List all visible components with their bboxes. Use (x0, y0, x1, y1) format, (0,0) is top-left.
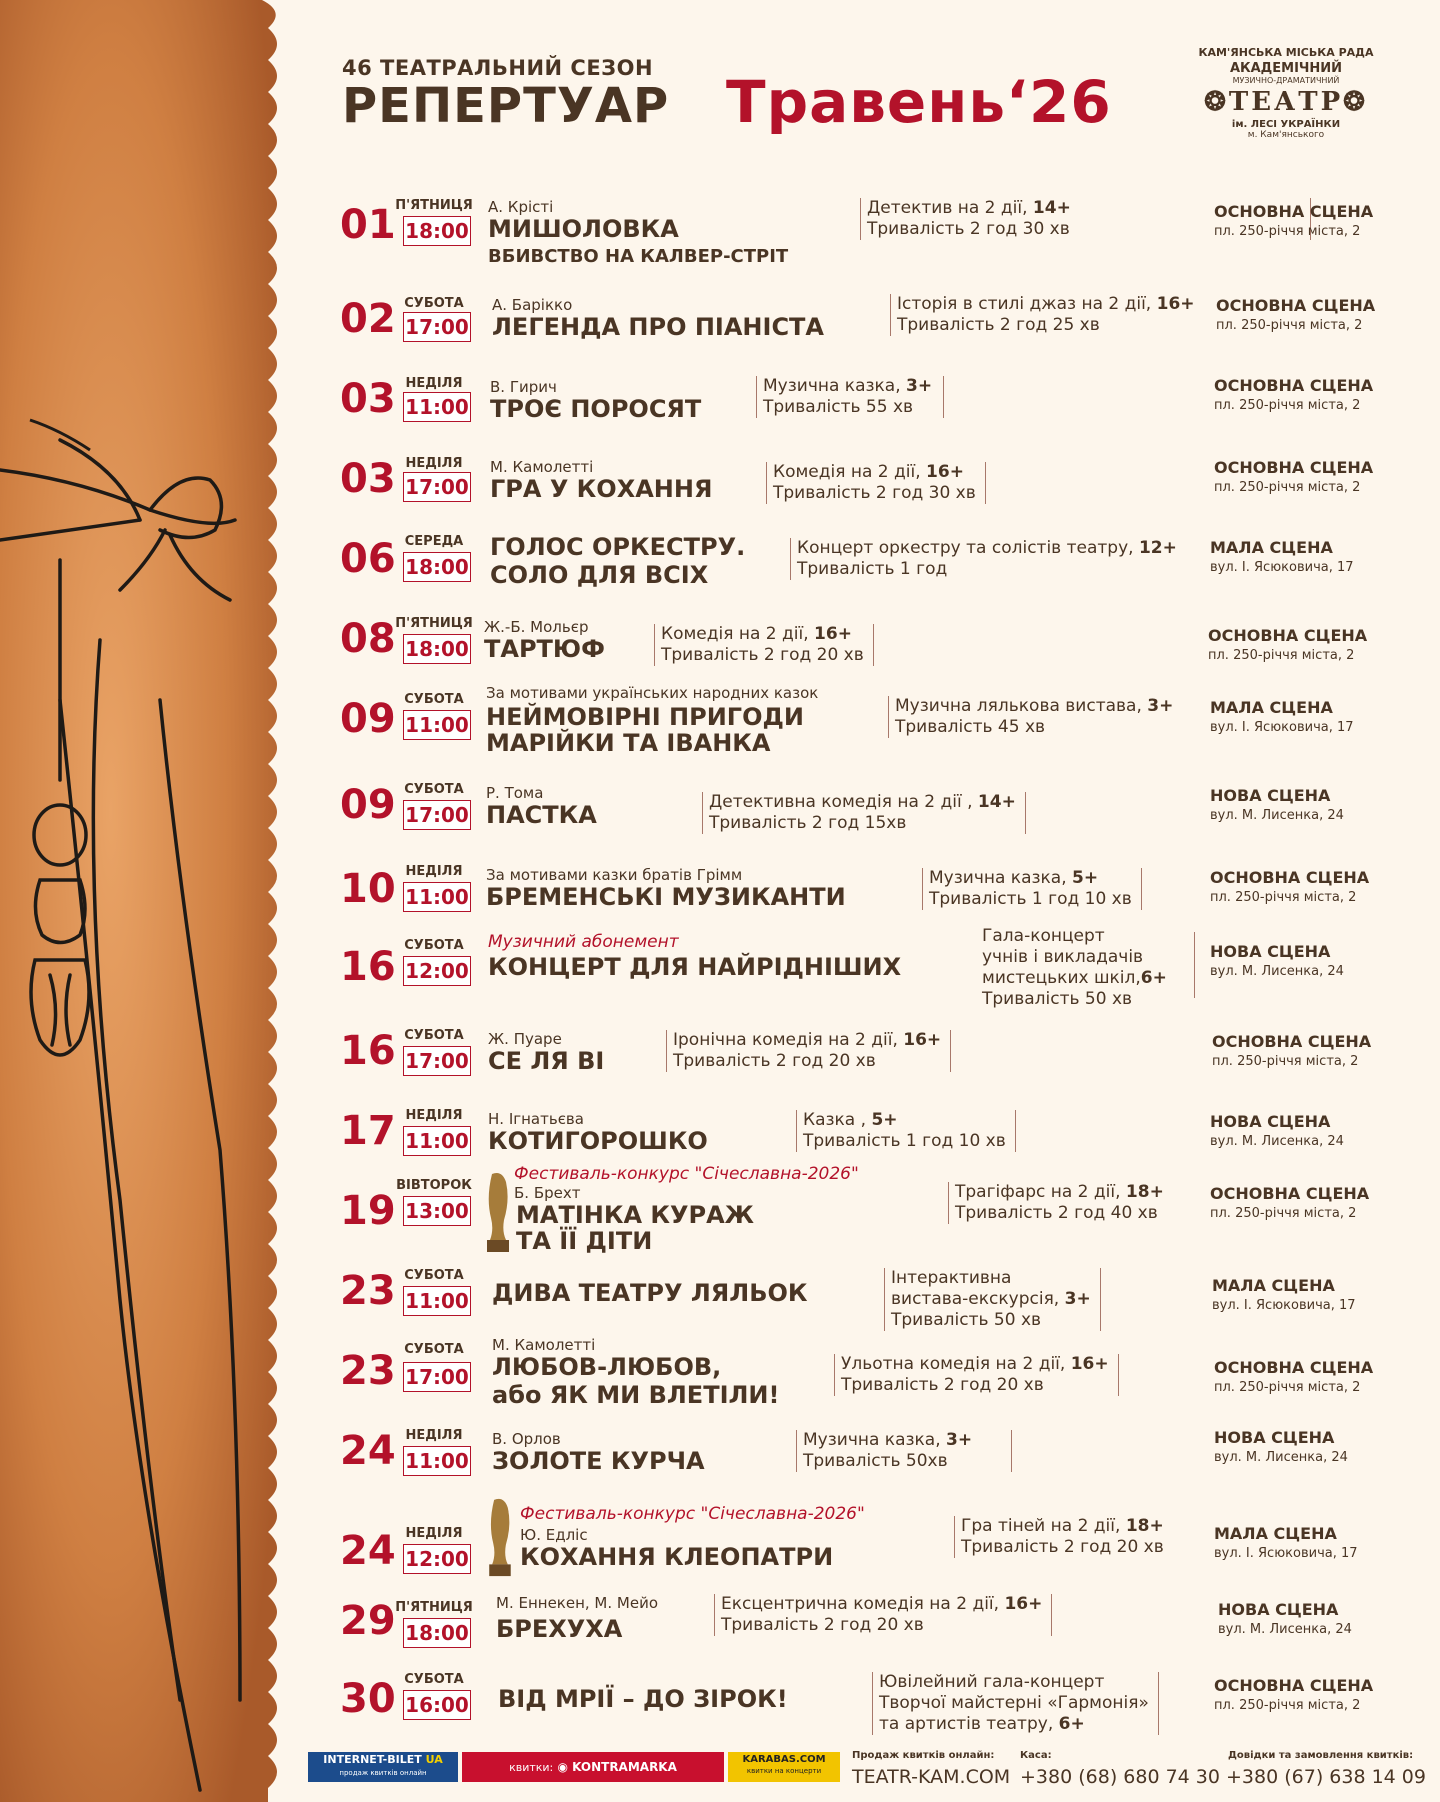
event-author: За мотивами українських народних казок (486, 684, 819, 702)
event-address: вул. М. Лисенка, 24 (1218, 1622, 1352, 1637)
curtain-decoration (0, 0, 280, 1802)
event-address: пл. 250-річчя міста, 2 (1214, 1698, 1361, 1713)
curtain-illustration (0, 0, 280, 1802)
event-title[interactable]: ВІД МРІЇ – ДО ЗІРОК! (498, 1685, 788, 1713)
event-venue: НОВА СЦЕНА (1210, 942, 1331, 961)
event-description: Трагіфарс на 2 дії, 18+ Тривалість 2 год 40 хв (948, 1182, 1164, 1224)
scroll-ornament-right-icon: ❂ (1343, 87, 1368, 117)
event-time: 16:00 (403, 1690, 471, 1720)
event-address: пл. 250-річчя міста, 2 (1208, 648, 1355, 663)
event-author: Р. Тома (486, 784, 544, 802)
box-office-phone[interactable]: +380 (68) 680 74 30 (1020, 1766, 1220, 1788)
karabas-subtitle: квитки на концерти (746, 1767, 822, 1775)
event-venue: ОСНОВНА СЦЕНА (1214, 458, 1374, 477)
event-day: 24 (340, 1528, 396, 1574)
event-description: Гала-концерт учнів і викладачів мистецьких шкіл,6+ Тривалість 50 хв (982, 926, 1167, 1009)
event-title-line2: МАРІЙКИ ТА ІВАНКА (486, 729, 771, 757)
event-title[interactable]: НЕЙМОВІРНІ ПРИГОДИ (486, 703, 804, 731)
online-sales-label: Продаж квитків онлайн: (852, 1750, 995, 1761)
event-time: 13:00 (403, 1196, 471, 1226)
event-weekday: СУБОТА (404, 1028, 464, 1043)
event-venue: НОВА СЦЕНА (1210, 786, 1331, 805)
event-author: Ю. Едліс (520, 1526, 588, 1544)
kontramarka-prefix: квитки: (509, 1761, 554, 1774)
event-venue: НОВА СЦЕНА (1210, 1112, 1331, 1131)
logo-line-type: МУЗИЧНО-ДРАМАТИЧНИЙ (1232, 76, 1340, 85)
event-address: вул. М. Лисенка, 24 (1214, 1450, 1348, 1465)
event-title[interactable]: КОХАННЯ КЛЕОПАТРИ (520, 1543, 834, 1571)
event-description: Іронічна комедія на 2 дії, 16+ Тривалість 2 год 20 хв (666, 1030, 941, 1072)
event-title[interactable]: ПАСТКА (486, 801, 597, 829)
event-address: вул. І. Ясюковича, 17 (1210, 560, 1354, 575)
event-title[interactable]: ЛЮБОВ-ЛЮБОВ, (492, 1353, 722, 1381)
event-title-line2: ТА ЇЇ ДІТИ (516, 1227, 653, 1255)
logo-line-name: ім. ЛЕСІ УКРАЇНКИ (1231, 119, 1341, 130)
event-title[interactable]: МАТІНКА КУРАЖ (516, 1201, 755, 1229)
event-venue: ОСНОВНА СЦЕНА (1214, 1358, 1374, 1377)
internet-bilet-ua: UA (425, 1753, 443, 1766)
event-festival: Фестиваль-конкурс "Січеславна-2026" (514, 1164, 859, 1184)
event-description: Музична лялькова вистава, 3+ Тривалість 45 хв (888, 696, 1173, 738)
event-day: 02 (340, 296, 396, 342)
event-subscription-note: Музичний абонемент (488, 932, 679, 952)
event-address: вул. І. Ясюковича, 17 (1212, 1298, 1356, 1313)
event-row[interactable] (330, 864, 1390, 920)
event-day: 09 (340, 782, 396, 828)
event-row[interactable] (330, 1594, 1390, 1652)
event-description: Казка , 5+ Тривалість 1 год 10 хв (796, 1110, 1006, 1152)
kontramarka-logo[interactable] (462, 1752, 724, 1782)
event-weekday: НЕДІЛЯ (405, 1428, 463, 1443)
event-venue: ОСНОВНА СЦЕНА (1214, 202, 1374, 221)
event-title[interactable]: ЛЕГЕНДА ПРО ПІАНІСТА (492, 313, 825, 341)
event-address: пл. 250-річчя міста, 2 (1212, 1054, 1359, 1069)
event-day: 24 (340, 1428, 396, 1474)
event-venue: МАЛА СЦЕНА (1212, 1276, 1335, 1295)
internet-bilet-subtitle: продаж квитків онлайн (339, 1769, 427, 1777)
event-row[interactable] (330, 374, 1390, 428)
event-title[interactable]: ТАРТЮФ (484, 635, 605, 663)
event-weekday: НЕДІЛЯ (405, 456, 463, 471)
event-day: 03 (340, 376, 396, 422)
internet-bilet-text: INTERNET-BILET (323, 1753, 422, 1766)
event-address: пл. 250-річчя міста, 2 (1214, 1380, 1361, 1395)
event-time: 12:00 (403, 1544, 471, 1574)
box-office-label: Каса: (1020, 1750, 1052, 1761)
event-row[interactable] (330, 1268, 1390, 1332)
event-address: вул. І. Ясюковича, 17 (1210, 720, 1354, 735)
karabas-text: KARABAS.COM (742, 1754, 826, 1765)
event-description: Музична казка, 3+ Тривалість 55 хв (756, 376, 932, 418)
event-time: 17:00 (403, 1046, 471, 1076)
event-weekday: НЕДІЛЯ (405, 376, 463, 391)
logo-emblem (1196, 87, 1376, 117)
event-title[interactable]: ГОЛОС ОРКЕСТРУ. (490, 533, 746, 561)
event-day: 09 (340, 696, 396, 742)
event-venue: НОВА СЦЕНА (1218, 1600, 1339, 1619)
karabas-logo[interactable] (728, 1752, 840, 1782)
event-venue: ОСНОВНА СЦЕНА (1212, 1032, 1372, 1051)
event-time: 17:00 (403, 312, 471, 342)
event-weekday: ВІВТОРОК (396, 1178, 472, 1193)
event-address: вул. І. Ясюковича, 17 (1214, 1546, 1358, 1561)
event-time: 17:00 (403, 800, 471, 830)
event-day: 16 (340, 1028, 396, 1074)
event-time: 18:00 (403, 1618, 471, 1648)
event-title[interactable]: КОНЦЕРТ ДЛЯ НАЙРІДНІШИХ (488, 953, 902, 981)
event-day: 17 (340, 1108, 396, 1154)
event-day: 06 (340, 536, 396, 582)
event-description: Детектив на 2 дії, 14+ Тривалість 2 год 30 хв (860, 198, 1071, 240)
internet-bilet-logo[interactable] (308, 1752, 458, 1782)
event-day: 08 (340, 616, 396, 662)
event-description: Гра тіней на 2 дії, 18+ Тривалість 2 год 20 хв (954, 1516, 1164, 1558)
logo-line-academic: АКАДЕМІЧНИЙ (1229, 61, 1343, 76)
event-weekday: СУБОТА (404, 782, 464, 797)
event-venue: ОСНОВНА СЦЕНА (1210, 868, 1370, 887)
kontramarka-circle-icon: ◉ (557, 1760, 568, 1774)
event-title[interactable]: ДИВА ТЕАТРУ ЛЯЛЬОК (492, 1279, 808, 1307)
month-title: Травень‘26 (726, 68, 1112, 136)
event-row[interactable] (330, 534, 1390, 590)
event-row[interactable] (330, 1336, 1390, 1410)
event-description: Інтерактивна вистава-екскурсія, 3+ Тривалість 50 хв (884, 1268, 1091, 1331)
scroll-ornament-left-icon: ❂ (1204, 87, 1229, 117)
event-author: В. Орлов (492, 1430, 561, 1448)
event-day: 03 (340, 456, 396, 502)
event-venue: НОВА СЦЕНА (1214, 1428, 1335, 1447)
event-author: А. Крісті (488, 198, 554, 216)
event-festival: Фестиваль-конкурс "Січеславна-2026" (520, 1504, 865, 1524)
theatre-logo (1196, 46, 1376, 140)
event-weekday: СЕРЕДА (404, 534, 464, 549)
award-statuette-icon (482, 1170, 512, 1256)
event-time: 11:00 (403, 1126, 471, 1156)
event-time: 11:00 (403, 392, 471, 422)
event-title[interactable]: ЗОЛОТЕ КУРЧА (492, 1447, 705, 1475)
event-subtitle: ВБИВСТВО НА КАЛВЕР-СТРІТ (488, 246, 789, 267)
event-venue: МАЛА СЦЕНА (1214, 1524, 1337, 1543)
event-author: Ж.-Б. Мольєр (484, 618, 589, 636)
event-row[interactable] (330, 616, 1390, 672)
event-address: пл. 250-річчя міста, 2 (1214, 480, 1361, 495)
event-author: Ж. Пуаре (488, 1030, 562, 1048)
event-weekday: СУБОТА (404, 1672, 464, 1687)
event-time: 12:00 (403, 956, 471, 986)
event-time: 18:00 (403, 634, 471, 664)
event-row[interactable] (330, 196, 1390, 270)
event-weekday: НЕДІЛЯ (405, 1526, 463, 1541)
event-author: Б. Брехт (514, 1184, 581, 1202)
event-row[interactable] (330, 782, 1390, 838)
event-time: 17:00 (403, 472, 471, 502)
event-venue: ОСНОВНА СЦЕНА (1216, 296, 1376, 315)
event-row[interactable] (330, 1028, 1390, 1084)
info-phone[interactable]: +380 (67) 638 14 09 (1226, 1766, 1426, 1788)
event-description: Історія в стилі джаз на 2 дії, 16+ Тривалість 2 год 25 хв (890, 294, 1195, 336)
event-weekday: П'ЯТНИЦЯ (395, 198, 473, 213)
event-title[interactable]: КОТИГОРОШКО (488, 1127, 708, 1155)
event-day: 01 (340, 202, 396, 248)
event-address: вул. М. Лисенка, 24 (1210, 808, 1344, 823)
event-title-line2: або ЯК МИ ВЛЕТІЛИ! (492, 1381, 780, 1409)
info-label: Довідки та замовлення квитків: (1228, 1750, 1414, 1761)
event-row[interactable] (330, 454, 1390, 510)
event-row[interactable] (330, 294, 1390, 348)
event-description: Ексцентрична комедія на 2 дії, 16+ Тривалість 2 год 20 хв (714, 1594, 1042, 1636)
event-address: пл. 250-річчя міста, 2 (1214, 398, 1361, 413)
kontramarka-text: KONTRAMARKA (572, 1760, 677, 1774)
event-address: пл. 250-річчя міста, 2 (1210, 1206, 1357, 1221)
event-address: вул. М. Лисенка, 24 (1210, 964, 1344, 979)
event-title[interactable]: БРЕХУХА (496, 1615, 623, 1643)
online-sales-site[interactable]: TEATR-KAM.COM (852, 1766, 1011, 1788)
event-weekday: НЕДІЛЯ (405, 1108, 463, 1123)
logo-line-city: м. Кам'янського (1247, 130, 1325, 140)
event-venue: ОСНОВНА СЦЕНА (1214, 1676, 1374, 1695)
event-time: 11:00 (403, 882, 471, 912)
event-description: Концерт оркестру та солістів театру, 12+ Тривалість 1 год (790, 538, 1177, 580)
event-description: Музична казка, 3+ Тривалість 50хв (796, 1430, 972, 1472)
event-description: Ульотна комедія на 2 дії, 16+ Тривалість 2 год 20 хв (834, 1354, 1109, 1396)
event-venue: МАЛА СЦЕНА (1210, 538, 1333, 557)
event-description: Детективна комедія на 2 дії , 14+ Тривалість 2 год 15хв (702, 792, 1016, 834)
event-row[interactable] (330, 684, 1390, 762)
event-weekday: СУБОТА (404, 1342, 464, 1357)
event-description: Ювілейний гала-концерт Творчої майстерні «Гармонія» та артистів театру, 6+ (872, 1672, 1149, 1735)
event-row[interactable] (330, 926, 1390, 1016)
event-day: 16 (340, 944, 396, 990)
event-title[interactable]: ТРОЄ ПОРОСЯТ (490, 395, 702, 423)
event-time: 17:00 (403, 1362, 471, 1392)
event-row[interactable] (330, 1672, 1390, 1748)
event-title-line2: СОЛО ДЛЯ ВСІХ (490, 561, 709, 589)
event-address: пл. 250-річчя міста, 2 (1214, 224, 1361, 239)
event-time: 11:00 (403, 1286, 471, 1316)
event-description: Комедія на 2 дії, 16+ Тривалість 2 год 30 хв (766, 462, 976, 504)
event-title[interactable]: ГРА У КОХАННЯ (490, 475, 713, 503)
event-address: пл. 250-річчя міста, 2 (1216, 318, 1363, 333)
event-day: 29 (340, 1598, 396, 1644)
award-statuette-icon (484, 1496, 514, 1580)
event-author: М. Еннекен, М. Мейо (496, 1594, 659, 1612)
event-title[interactable]: БРЕМЕНСЬКІ МУЗИКАНТИ (486, 883, 846, 911)
event-title[interactable]: СЕ ЛЯ ВІ (488, 1047, 605, 1075)
event-author: М. Камолетті (490, 458, 594, 476)
event-address: пл. 250-річчя міста, 2 (1210, 890, 1357, 905)
logo-emblem-text: ТЕАТР (1228, 87, 1344, 117)
event-day: 19 (340, 1188, 396, 1234)
repertoire-title: РЕПЕРТУАР (342, 78, 670, 134)
event-row[interactable] (330, 1496, 1390, 1588)
event-weekday: СУБОТА (404, 1268, 464, 1283)
event-description: Музична казка, 5+ Тривалість 1 год 10 хв (922, 868, 1132, 910)
event-weekday: НЕДІЛЯ (405, 864, 463, 879)
event-author: В. Гирич (490, 378, 557, 396)
event-time: 11:00 (403, 710, 471, 740)
event-time: 11:00 (403, 1446, 471, 1476)
event-time: 18:00 (403, 216, 471, 246)
logo-line-council: КАМ'ЯНСЬКА МІСЬКА РАДА (1198, 46, 1374, 59)
divider (1194, 932, 1195, 998)
event-venue: ОСНОВНА СЦЕНА (1214, 376, 1374, 395)
event-venue: ОСНОВНА СЦЕНА (1208, 626, 1368, 645)
event-day: 10 (340, 866, 396, 912)
event-time: 18:00 (403, 552, 471, 582)
event-day: 23 (340, 1348, 396, 1394)
event-venue: ОСНОВНА СЦЕНА (1210, 1184, 1370, 1203)
event-day: 30 (340, 1676, 396, 1722)
event-author: Н. Ігнатьєва (488, 1110, 584, 1128)
event-weekday: СУБОТА (404, 938, 464, 953)
event-author: А. Барікко (492, 296, 573, 314)
event-day: 23 (340, 1268, 396, 1314)
event-row[interactable] (330, 1108, 1390, 1164)
event-weekday: СУБОТА (404, 296, 464, 311)
event-address: вул. М. Лисенка, 24 (1210, 1134, 1344, 1149)
event-author: За мотивами казки братів Грімм (486, 866, 743, 884)
event-venue: МАЛА СЦЕНА (1210, 698, 1333, 717)
event-weekday: СУБОТА (404, 692, 464, 707)
event-description: Комедія на 2 дії, 16+ Тривалість 2 год 20 хв (654, 624, 864, 666)
event-weekday: П'ЯТНИЦЯ (395, 616, 473, 631)
event-title[interactable]: МИШОЛОВКА (488, 215, 679, 243)
event-author: М. Камолетті (492, 1336, 596, 1354)
season-title: 46 ТЕАТРАЛЬНИЙ СЕЗОН (342, 56, 654, 80)
event-row[interactable] (330, 1166, 1390, 1258)
event-row[interactable] (330, 1428, 1390, 1484)
event-weekday: П'ЯТНИЦЯ (395, 1600, 473, 1615)
